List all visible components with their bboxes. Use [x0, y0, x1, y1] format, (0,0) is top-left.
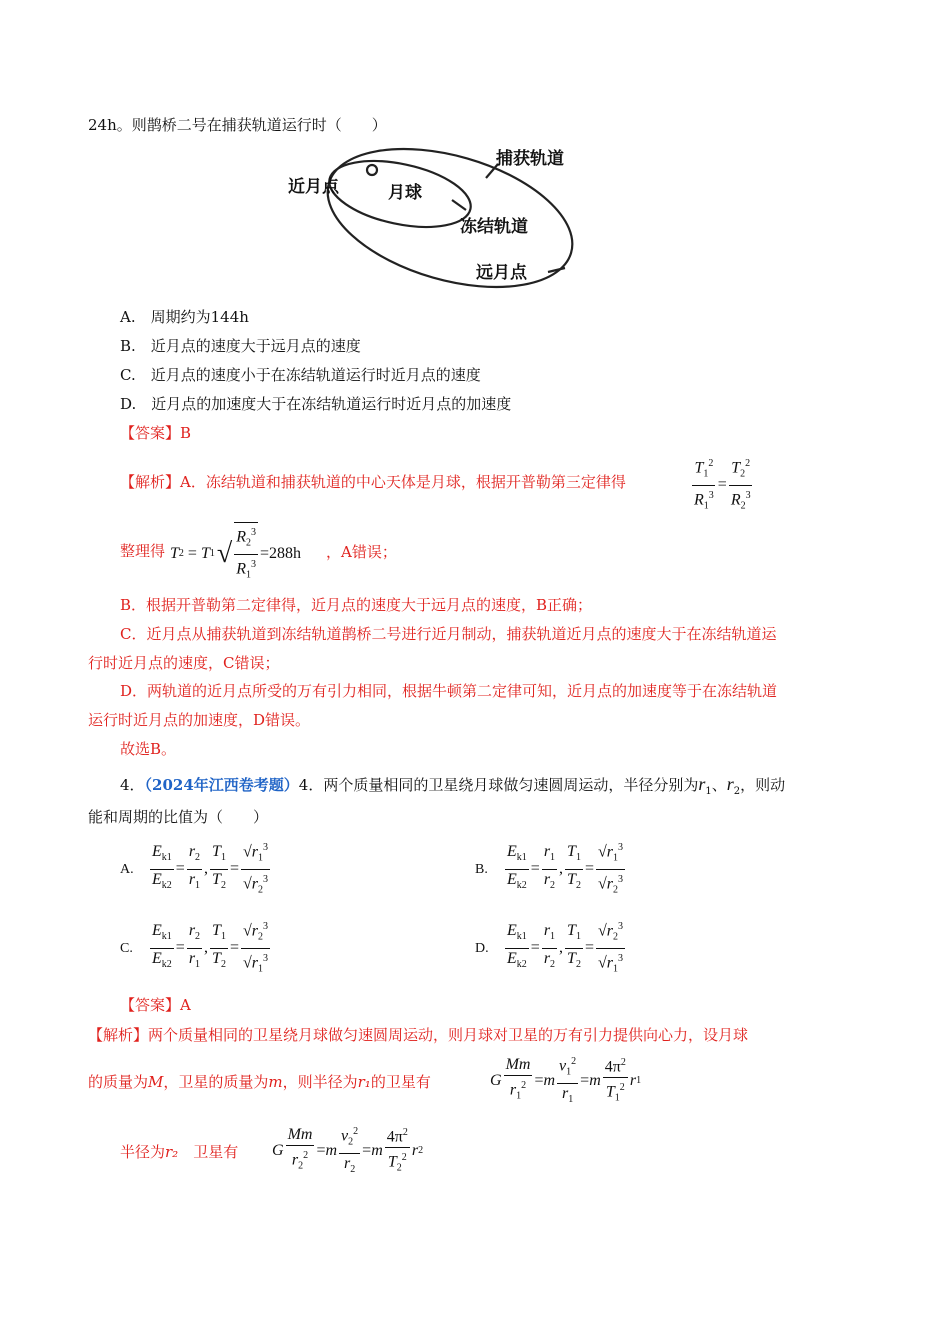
frozen-pointer	[452, 200, 466, 210]
diagram-label-moon: 月球	[388, 183, 422, 203]
q3-option-d: D. 近月点的加速度大于在冻结轨道运行时近月点的加速度	[120, 395, 512, 413]
q3-analysis-c2: 行时近月点的速度，C错误；	[88, 654, 280, 672]
q3-option-c: C. 近月点的速度小于在冻结轨道运行时近月点的速度	[120, 366, 481, 384]
q4-analysis3-r: r₂	[165, 1143, 179, 1161]
q4-equation-r2: G $\frac{Mm}{r_2^2}$ = m $\frac{v_2^2}{r_2}$ = m $\frac{4\pi^2}{T_2^2}$ r 2	[272, 1122, 423, 1180]
q4-analysis-tag: 【解析】	[88, 1026, 149, 1044]
q4-analysis2-b: ，卫星的质量为	[163, 1073, 269, 1091]
q4-analysis2-r: r₁	[357, 1073, 371, 1091]
q4-analysis1: 两个质量相同的卫星绕月球做匀速圆周运动，则月球对卫星的万有引力提供向心力，设月球	[148, 1026, 749, 1044]
q3-analysis-d2: 运行时近月点的加速度，D错误。	[88, 711, 311, 729]
q4-analysis2-M: M	[148, 1073, 164, 1091]
diagram-label-frozen: 冻结轨道	[460, 217, 528, 237]
q4-number: 4．	[120, 776, 145, 794]
q3-option-a: A. 周期约为144h	[120, 308, 249, 326]
q4-option-c-label: C.	[120, 941, 133, 956]
tidy-suffix: ，A错误；	[326, 543, 397, 561]
tidy-prefix: 整理得	[120, 542, 166, 560]
q4-analysis3-a: 半径为	[120, 1143, 166, 1161]
q4-option-d-label: D.	[475, 941, 489, 956]
q3-analysis-tag: 【解析】	[120, 473, 181, 491]
tidy-result: =288h	[260, 544, 302, 562]
q4-analysis-line3	[120, 1141, 238, 1163]
q4-answer: 【答案】A	[120, 996, 191, 1014]
q4-stem1: 4．两个质量相同的卫星绕月球做匀速圆周运动，半径分别为	[298, 776, 699, 794]
q3-analysis-a-text: A．冻结轨道和捕获轨道的中心天体是月球，根据开普勒第三定律得	[180, 473, 626, 491]
tidy-formula: T 2 = T 1 √ $\frac{R_2^3}{R_1^3}$ =288h	[170, 522, 301, 585]
q4-stem-line1: 4．（2024年江西卷考题）4．两个质量相同的卫星绕月球做匀速圆周运动，半径分别为$r_1$、$r_2$，则动	[120, 774, 786, 797]
q4-stem1-mid: 、	[711, 776, 727, 794]
q3-conclusion: 故选B。	[120, 740, 177, 758]
q4-analysis-line2	[88, 1071, 431, 1093]
diagram-label-capture: 捕获轨道	[496, 149, 564, 169]
q4-stem-line2: 能和周期的比值为（ ）	[88, 808, 269, 826]
q4-analysis-line1	[88, 1024, 748, 1046]
q3-answer: 【答案】B	[120, 424, 192, 442]
q4-equation-r1: G $\frac{Mm}{r_1^2}$ = m $\frac{v_1^2}{r_1}$ = m $\frac{4\pi^2}{T_1^2}$ r 1	[490, 1052, 641, 1110]
intro-line: 24h。则鹊桥二号在捕获轨道运行时（ ）	[88, 116, 387, 134]
q4-stem1-end: ，则动	[740, 776, 786, 794]
q4-source: （2024年江西卷考题）	[144, 776, 299, 794]
kepler-third-law-formula: $\frac{T_1^2}{R_1^3}$ = $\frac{T_2^2}{R_2^3}$	[690, 454, 755, 516]
diagram-label-near: 近月点	[288, 177, 339, 197]
q4-analysis2-d: 的卫星有	[370, 1073, 431, 1091]
q4-analysis2-a: 的质量为	[88, 1073, 149, 1091]
q4-option-b-label: B.	[475, 862, 488, 877]
q4-option-b-formula: $\frac{E_{k1}}{E_{k2}}$ = $\frac{r_1}{r_2}$ , $\frac{T_1}{T_2}$ = $\frac{√r_1^3}{√r_2^3}$	[503, 838, 627, 900]
q3-analysis-a	[120, 471, 626, 493]
q3-analysis-c1: C．近月点从捕获轨道到冻结轨道鹊桥二号进行近月制动，捕获轨道近月点的速度大于在冻结轨道运	[120, 625, 777, 643]
diagram-label-far: 远月点	[476, 263, 527, 283]
q4-analysis2-m: m	[268, 1073, 283, 1091]
q4-option-a-label: A.	[120, 862, 134, 877]
q3-analysis-d1: D．两轨道的近月点所受的万有引力相同，根据牛顿第二定律可知，近月点的加速度等于在冻结轨道	[120, 682, 778, 700]
q4-option-a-formula: $\frac{E_{k1}}{E_{k2}}$ = $\frac{r_2}{r_1}$ , $\frac{T_1}{T_2}$ = $\frac{√r_1^3}{√r_2^3}$	[148, 838, 272, 900]
q3-analysis-b: B．根据开普勒第二定律得，近月点的速度大于远月点的速度，B正确；	[120, 596, 593, 614]
q3-option-b: B. 近月点的速度大于远月点的速度	[120, 337, 361, 355]
q4-option-d-formula: $\frac{E_{k1}}{E_{k2}}$ = $\frac{r_1}{r_2}$ , $\frac{T_1}{T_2}$ = $\frac{√r_2^3}{√r_1^3}$	[503, 917, 627, 979]
q4-analysis3-b: 卫星有	[178, 1143, 239, 1161]
q4-analysis2-c: ，则半径为	[282, 1073, 358, 1091]
moon-dot	[367, 165, 377, 175]
q4-option-c-formula: $\frac{E_{k1}}{E_{k2}}$ = $\frac{r_2}{r_1}$ , $\frac{T_1}{T_2}$ = $\frac{√r_2^3}{√r_1^3}$	[148, 917, 272, 979]
